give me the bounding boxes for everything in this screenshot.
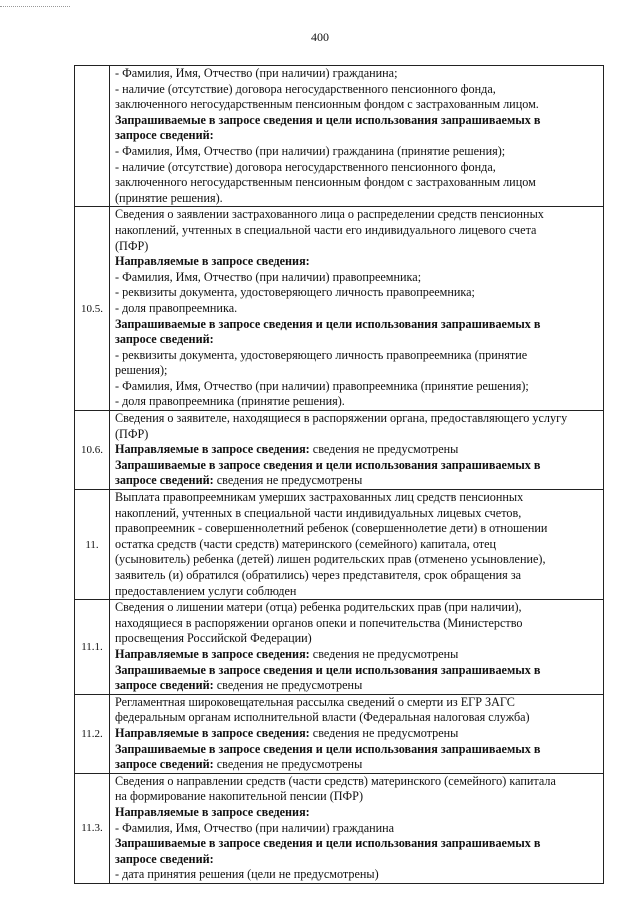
table-row [75,773,604,883]
text-line: - дата принятия решения (цели не предусмотрены) [115,867,379,882]
row-number: 11.3. [75,773,110,883]
text-line: - доля правопреемника (принятие решения). [115,394,345,409]
row-number: 11.2. [75,694,110,773]
table-row [75,490,604,600]
text-line: заявитель (и) обратился (обратились) через представителя, срок обращения за [115,568,522,582]
text-line: - наличие (отсутствие) договора негосударственного пенсионного фонда, [115,159,496,174]
text-line: (принятие решения). [115,190,223,205]
text-line: - Фамилия, Имя, Отчество (при наличии) гражданина [115,820,395,835]
row-content [110,773,604,883]
scan-artifact [0,6,70,9]
text-line: Запрашиваемые в запросе сведения и цели использования запрашиваемых в [115,112,541,127]
line-rest: сведения не предусмотрены [309,646,459,661]
text-line: Сведения о заявителе, находящиеся в распоряжении органа, предоставляющего услугу [115,411,568,426]
text-line: Направляемые в запросе сведения: [115,804,310,819]
row-content [110,411,604,490]
text-line: Сведения о заявлении застрахованного лица о распределении средств пенсионных [115,207,544,222]
bold-prefix: запросе сведений: [115,473,214,488]
text-line: решения); [115,363,168,378]
text-line: остатка средств (части средств) материнского (семейного) капитала, отец [115,536,497,551]
table-row [75,600,604,695]
text-line [115,442,599,458]
bold-prefix: Направляемые в запросе сведения: [115,646,310,661]
text-line: федеральным органам исполнительной власти (Федеральная налоговая служба) [115,710,530,725]
text-line: - наличие (отсутствие) договора негосударственного пенсионного фонда, [115,81,496,96]
text-line [115,473,599,489]
text-line: заключенного негосударственным пенсионным фондом с застрахованным лицом. [115,97,539,112]
bold-prefix: запросе сведений: [115,757,214,772]
text-line [115,678,599,694]
text-line: Сведения о лишении матери (отца) ребенка родительских прав (при наличии), [115,600,522,615]
row-number: 11.1. [75,600,110,695]
text-line: Направляемые в запросе сведения: [115,254,310,269]
row-number: 10.5. [75,207,110,411]
row-content [110,207,604,411]
row-content [110,694,604,773]
text-line: правопреемник - совершеннолетний ребенок (совершеннолетие дети) в отношении [115,521,548,536]
text-line: (усыновитель) ребенка (детей) лишен родительских прав (отменено усыновление), [115,552,546,567]
text-line: просвещения Российской Федерации) [115,631,312,646]
table-row [75,66,604,207]
text-line: предоставлением услуги соблюден [115,583,297,598]
text-line: Запрашиваемые в запросе сведения и цели использования запрашиваемых в [115,741,541,756]
bold-prefix: Направляемые в запросе сведения: [115,725,310,740]
text-line: запросе сведений: [115,128,214,143]
row-content [110,66,604,207]
text-line: - доля правопреемника. [115,300,238,315]
text-line: Сведения о направлении средств (части средств) материнского (семейного) капитала [115,773,556,788]
text-line: - Фамилия, Имя, Отчество (при наличии) гражданина (принятие решения); [115,143,506,158]
text-line: (ПФР) [115,238,149,253]
row-content [110,490,604,600]
text-line: находящиеся в распоряжении органов опеки и попечительства (Министерство [115,615,523,630]
line-rest: сведения не предусмотрены [309,442,459,457]
text-line [115,757,599,773]
text-line: накоплений, учтенных в специальной части индивидуальных лицевых счетов, [115,505,522,520]
regulation-table [74,65,604,884]
text-line: - Фамилия, Имя, Отчество (при наличии) гражданина; [115,66,398,80]
text-line: на формирование накопительной пенсии (ПФР) [115,789,364,804]
text-line: Выплата правопреемникам умерших застрахованных лиц средств пенсионных [115,490,524,505]
page-number: 400 [311,30,329,44]
text-line: - Фамилия, Имя, Отчество (при наличии) правопреемника (принятие решения); [115,378,529,393]
text-line [115,647,599,663]
bold-prefix: запросе сведений: [115,678,214,693]
text-line: - реквизиты документа, удостоверяющего личность правопреемника; [115,285,475,300]
text-line [115,726,599,742]
row-content [110,600,604,695]
table-row [75,694,604,773]
text-line: накоплений, учтенных в специальной части его индивидуального лицевого счета [115,222,537,237]
line-rest: сведения не предусмотрены [213,678,363,693]
text-line: запросе сведений: [115,851,214,866]
line-rest: сведения не предусмотрены [309,725,459,740]
row-number: 10.6. [75,411,110,490]
row-number: 11. [75,490,110,600]
text-line: заключенного негосударственным пенсионным фондом с застрахованным лицом [115,175,536,190]
row-number [75,66,110,207]
line-rest: сведения не предусмотрены [213,473,363,488]
bold-prefix: Направляемые в запросе сведения: [115,442,310,457]
line-rest: сведения не предусмотрены [213,757,363,772]
text-line: Запрашиваемые в запросе сведения и цели использования запрашиваемых в [115,316,541,331]
table-row [75,207,604,411]
text-line: Запрашиваемые в запросе сведения и цели использования запрашиваемых в [115,662,541,677]
table-row [75,411,604,490]
text-line: - реквизиты документа, удостоверяющего личность правопреемника (принятие [115,347,528,362]
text-line: (ПФР) [115,426,149,441]
text-line: - Фамилия, Имя, Отчество (при наличии) правопреемника; [115,269,422,284]
text-line: запросе сведений: [115,332,214,347]
text-line: Запрашиваемые в запросе сведения и цели использования запрашиваемых в [115,457,541,472]
text-line: Регламентная широковещательная рассылка сведений о смерти из ЕГР ЗАГС [115,694,515,709]
text-line: Запрашиваемые в запросе сведения и цели использования запрашиваемых в [115,836,541,851]
